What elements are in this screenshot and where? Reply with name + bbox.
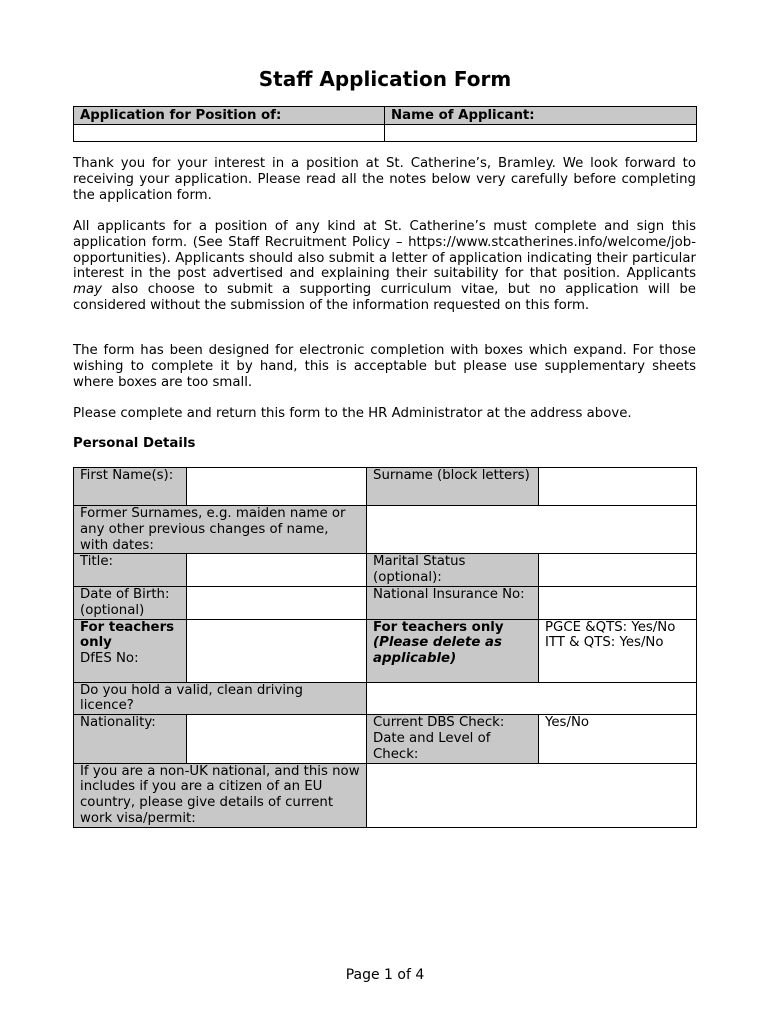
teachers-dfes-cell [74, 619, 187, 682]
driving-licence-label: Do you hold a valid, clean driving licence? [74, 682, 367, 715]
former-surnames-field[interactable] [367, 506, 697, 554]
surname-label: Surname (block letters) [367, 468, 539, 506]
instructions-italic: may [73, 282, 102, 298]
personal-details-table [73, 467, 697, 828]
dbs-check-field[interactable]: Yes/No [539, 715, 697, 763]
surname-field[interactable] [539, 468, 697, 506]
marital-status-label: Marital Status (optional): [367, 554, 539, 587]
non-uk-label: If you are a non-UK national, and this now includes if you are a citizen of an EU country, please give details of current work visa/permit: [74, 763, 367, 827]
dfes-field[interactable] [187, 619, 367, 682]
title-field[interactable] [187, 554, 367, 587]
please-delete-label: (Please delete as applicable) [373, 635, 502, 667]
electronic-completion-paragraph: The form has been designed for electronic completion with boxes which expand. For those wishing to complete it by hand, this is acceptable but please use supplementary sheets where boxes are too small. [73, 343, 696, 390]
position-field[interactable] [74, 125, 385, 142]
page-number: Page 1 of 4 [345, 967, 425, 983]
return-paragraph: Please complete and return this form to the HR Administrator at the address above. [73, 406, 632, 421]
for-teachers-only-label: For teachers only [373, 619, 504, 635]
applicant-name-field[interactable] [385, 125, 697, 142]
instructions-text-1: All applicants for a position of any kind at St. Catherine’s must complete and sign this application form. (See Staff Recruitment Policy – https://www.stcatherines.info/welcome/job-opportunities). Applicants should also submit a letter of application indicating their particular interest in the post advertised and explaining their suitability for that position. Applicants [73, 219, 696, 282]
personal-details-heading: Personal Details [73, 436, 196, 451]
applicant-name-label: Name of Applicant: [385, 107, 697, 125]
dfes-label: DfES No: [80, 651, 139, 667]
work-visa-field[interactable] [367, 763, 697, 827]
ni-label: National Insurance No: [367, 586, 539, 619]
ni-field[interactable] [539, 586, 697, 619]
pgce-qts-field[interactable]: PGCE &QTS: Yes/No ITT & QTS: Yes/No [539, 619, 697, 682]
instructions-paragraph [73, 219, 696, 314]
form-title: Staff Application Form [258, 67, 512, 91]
first-names-label: First Name(s): [74, 468, 187, 506]
driving-licence-field[interactable] [367, 682, 697, 715]
dbs-check-label: Current DBS Check: Date and Level of Check: [367, 715, 539, 763]
former-surnames-label: Former Surnames, e.g. maiden name or any other previous changes of name, with dates: [74, 506, 367, 554]
instructions-text-2: also choose to submit a supporting curriculum vitae, but no application will be considered without the submission of the information requested on this form. [73, 282, 696, 313]
teachers-only-cell [367, 619, 539, 682]
dob-field[interactable] [187, 586, 367, 619]
intro-paragraph: Thank you for your interest in a position at St. Catherine’s, Bramley. We look forward to receiving your application. Please read all the notes below very carefully before completing the application form. [73, 156, 696, 203]
title-label: Title: [74, 554, 187, 587]
position-label: Application for Position of: [74, 107, 385, 125]
first-names-field[interactable] [187, 468, 367, 506]
position-table [73, 106, 697, 142]
nationality-field[interactable] [187, 715, 367, 763]
dob-label: Date of Birth: (optional) [74, 586, 187, 619]
marital-status-field[interactable] [539, 554, 697, 587]
nationality-label: Nationality: [74, 715, 187, 763]
for-teachers-label: For teachers only [80, 619, 175, 651]
